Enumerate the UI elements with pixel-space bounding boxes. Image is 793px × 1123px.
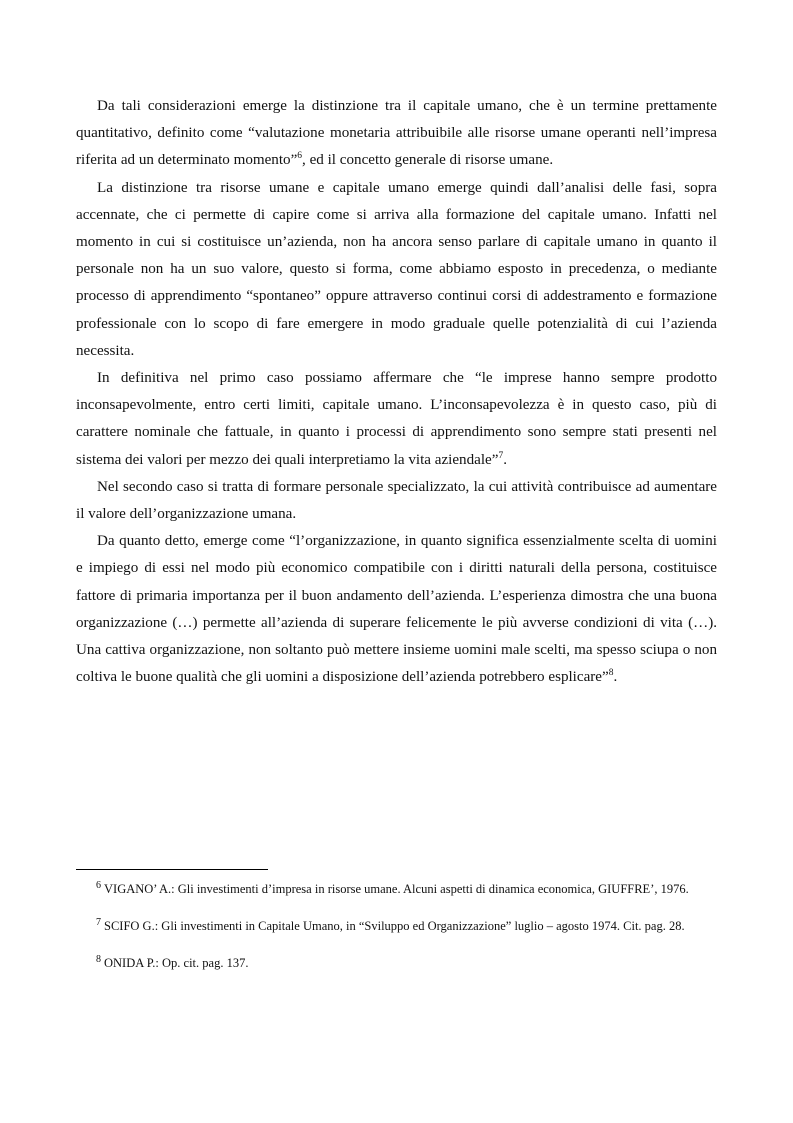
footnote-text: VIGANO’ A.: Gli investimenti d’impresa in risorse umane. Alcuni aspetti di dinamica economica, GIUFFRE’, 1976. [104,882,689,896]
paragraph-text: . [503,451,507,468]
paragraph-text: In definitiva nel primo caso possiamo affermare che “le imprese hanno sempre prodotto inconsapevolmente, entro certi limiti, capitale umano. L’inconsapevolezza è in questo caso, più di carattere nominale che fattuale, in quanto i processi di apprendimento sono sempre stati presenti nel sistema dei valori per mezzo dei quali interpretiamo la vita aziendale” [76,370,717,468]
footnote-text: ONIDA P.: Op. cit. pag. 137. [104,956,249,970]
paragraph [76,528,717,691]
paragraph [76,175,717,365]
paragraph-text: , ed il concetto generale di risorse umane. [302,152,554,169]
paragraph-text: La distinzione tra risorse umane e capitale umano emerge quindi dall’analisi delle fasi, sopra accennate, che ci permette di capire come si arriva alla formazione del capitale umano. Infatti nel momento in cui si costituisce un’azienda, non ha ancora senso parlare di capitale umano in quanto il personale non ha un suo valore, questo si forma, come abbiamo esposto in precedenza, o mediante processo di apprendimento “spontaneo” oppure attraverso continui corsi di addestramento e formazione professionale con lo scopo di fare emergere in modo graduale quelle potenzialità di cui l’azienda necessita. [76,179,717,359]
footnote [96,876,717,903]
footnote-reference: 7 [498,450,504,461]
paragraph [76,93,717,175]
footnote-number: 7 [96,917,101,928]
footnote [96,913,717,940]
footnote-number: 8 [96,954,101,965]
footnote-separator [76,869,268,870]
body-text [76,93,717,691]
paragraph-text: Nel secondo caso si tratta di formare personale specializzato, la cui attività contribuisce ad aumentare il valore dell’organizzazione umana. [76,478,717,523]
paragraph-text: Da quanto detto, emerge come “l’organizzazione, in quanto significa essenzialmente scelta di uomini e impiego di essi nel modo più economico compatibile con i diritti naturali della persona, costituisce fattore di primaria importanza per il buon andamento dell’azienda. L’esperienza dimostra che una buona organizzazione (…) permette all’azienda di superare felicemente le più avverse condizioni di vita (…). Una cattiva organizzazione, non soltanto può mettere insieme uomini male scelti, ma spesso sciupa o non coltiva le buone qualità che gli uomini a disposizione dell’azienda potrebbero esplicare” [76,533,717,686]
paragraph-text: Da tali considerazioni emerge la distinzione tra il capitale umano, che è un termine prettamente quantitativo, definito come “valutazione monetaria attribuibile alle risorse umane operanti nell’impresa riferita ad un determinato momento” [76,98,717,169]
footnotes [96,876,717,987]
paragraph [76,365,717,474]
footnote [96,950,717,977]
footnote-reference: 6 [297,151,303,162]
footnote-text: SCIFO G.: Gli investimenti in Capitale Umano, in “Sviluppo ed Organizzazione” luglio – agosto 1974. Cit. pag. 28. [104,919,685,933]
footnote-number: 6 [96,880,101,891]
paragraph-text: . [613,669,618,686]
footnote-reference: 8 [608,668,614,679]
paragraph [76,474,717,528]
